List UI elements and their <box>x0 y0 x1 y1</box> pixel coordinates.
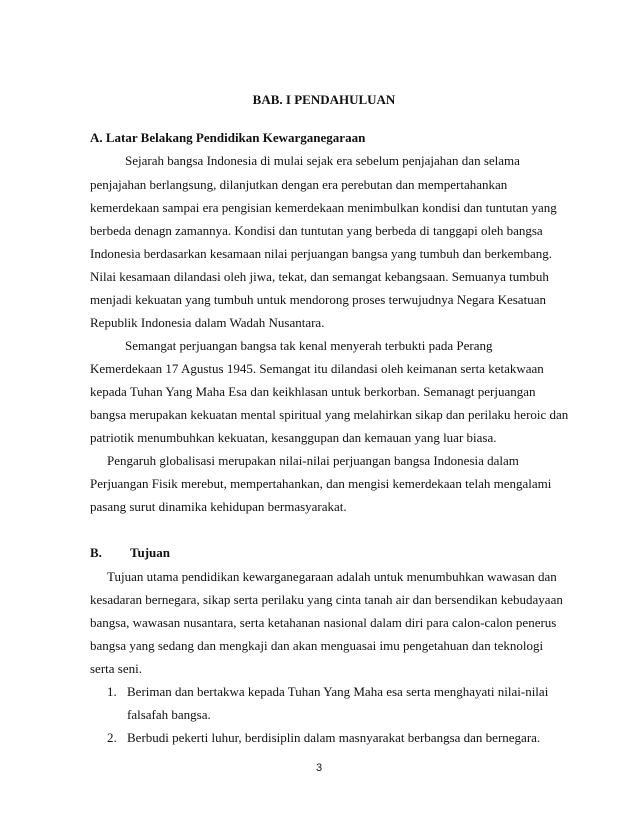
paragraph-line: penjajahan berlangsung, dilanjutkan dengan era perebutan dan mempertahankan <box>90 177 508 192</box>
paragraph-line: bangsa, wawasan nusantara, serta ketahanan nasional dalam diri para calon-calon penerus <box>90 615 557 630</box>
paragraph-line: kepada Tuhan Yang Maha Esa dan keikhlasan untuk berkorban. Semanagt perjuangan <box>90 384 536 399</box>
paragraph-line: bangsa merupakan kekuatan mental spiritual yang melahirkan sikap dan perilaku heroic dan <box>90 407 569 422</box>
paragraph-line: Republik Indonesia dalam Wadah Nusantara. <box>90 315 325 330</box>
paragraph-line: menjadi kekuatan yang tumbuh untuk mendorong proses terwujudnya Negara Kesatuan <box>90 292 546 307</box>
paragraph-line: Semangat perjuangan bangsa tak kenal menyerah terbukti pada Perang <box>125 338 493 353</box>
list-item-number: 1. <box>107 684 117 699</box>
paragraph-line: patriotik menumbuhkan kekuatan, kesanggupan dan kemauan yang luar biasa. <box>90 430 497 445</box>
list-item-line: Beriman dan bertakwa kepada Tuhan Yang Maha esa serta menghayati nilai-nilai <box>127 684 549 699</box>
list-item-line: falsafah bangsa. <box>127 707 211 722</box>
paragraph-line: berbeda denagn zamannya. Kondisi dan tuntutan yang berbeda di tanggapi oleh bangsa <box>90 223 543 238</box>
paragraph-line: serta seni. <box>90 661 142 676</box>
paragraph-line: Indonesia berdasarkan kesamaan nilai perjuangan bangsa yang tumbuh dan berkembang. <box>90 246 553 261</box>
section-b-number: B. <box>90 545 102 560</box>
chapter-title: BAB. I PENDAHULUAN <box>252 92 396 107</box>
paragraph-line: Pengaruh globalisasi merupakan nilai-nilai perjuangan bangsa Indonesia dalam <box>107 453 519 468</box>
paragraph-line: kesadaran bernegara, sikap serta perilaku yang cinta tanah air dan bersendikan kebudayaan <box>90 592 563 607</box>
paragraph-line: Tujuan utama pendidikan kewarganegaraan adalah untuk menumbuhkan wawasan dan <box>107 569 557 584</box>
paragraph-line: kemerdekaan sampai era pengisian kemerdekaan menimbulkan kondisi dan tuntutan yang <box>90 200 557 215</box>
paragraph-line: Kemerdekaan 17 Agustus 1945. Semangat itu dilandasi oleh keimanan serta ketakwaan <box>90 361 544 376</box>
paragraph-line: pasang surut dinamika kehidupan bermasyarakat. <box>90 499 347 514</box>
page-number: 3 <box>315 762 323 774</box>
paragraph-line: Nilai kesamaan dilandasi oleh jiwa, tekat, dan semangat kebangsaan. Semuanya tumbuh <box>90 269 549 284</box>
list-item-number: 2. <box>107 730 117 745</box>
section-a-heading: A. Latar Belakang Pendidikan Kewarganegaraan <box>90 130 366 145</box>
paragraph-line: Sejarah bangsa Indonesia di mulai sejak era sebelum penjajahan dan selama <box>125 153 520 168</box>
paragraph-line: Perjuangan Fisik merebut, mempertahankan, dan mengisi kemerdekaan telah mengalami <box>90 476 552 491</box>
list-item-line: Berbudi pekerti luhur, berdisiplin dalam masnyarakat berbangsa dan bernegara. <box>127 730 541 745</box>
paragraph-line: bangsa yang sedang dan mengkaji dan akan menguasai imu pengetahuan dan teknologi <box>90 638 544 653</box>
section-b-heading: Tujuan <box>130 545 170 560</box>
